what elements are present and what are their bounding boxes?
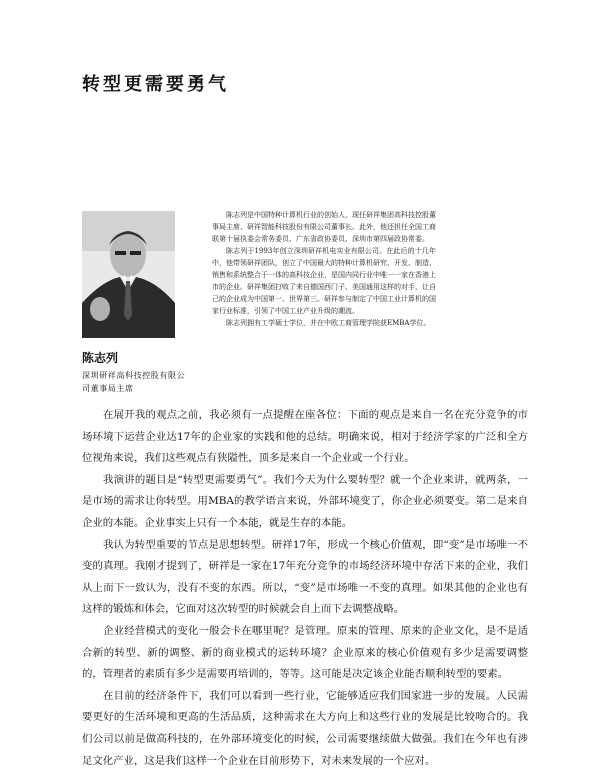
bio-paragraph: 陈志列拥有工学硕士学位，并在中欧工商管理学院获EMBA学位。 (226, 319, 431, 327)
article-title: 转型更需要勇气 (82, 74, 229, 95)
person-name: 陈志列 (82, 351, 119, 365)
bio-paragraph: 陈志列于1993年创立深圳研祥机电实业有限公司。在此后的十几年中，他带领研祥团队，创立了中国最大的特种计算机研究、开发、制造、销售和系统整合于一体的高科技企业，是国内同行业中唯一一家在香港上市的企业。研祥集团打败了来自德国西门子、美国通用这样的对手，让自己的企业成为中国第一、世界第三。研祥参与制定了中国工业计算机的国家行业标准，引领了中国工业产业升级的潮流。 (212, 247, 436, 315)
author-portrait-image (82, 211, 175, 338)
author-photo (82, 211, 175, 338)
body-paragraph: 在展开我的观点之前，我必须有一点提醒在座各位：下面的观点是来自一名在充分竞争的市场环境下运营企业达17年的企业家的实践和他的总结。明确来说，相对于经济学家的广泛和全方位视角来说，我们这些观点有狭隘性，顶多是来自一个企业或一个行业。 (82, 409, 528, 465)
author-bio (212, 209, 436, 329)
body-paragraph: 我演讲的题目是“转型更需要勇气”。我们今天为什么要转型？就一个企业来讲，就两条，一是市场的需求让你转型。用MBA的教学语言来说，外部环境变了，你企业必须要变。第二是来自企业的本能。企业事实上只有一个本能，就是生存的本能。 (82, 473, 528, 529)
bio-paragraph: 陈志列是中国特种计算机行业的创始人，现任研祥集团高科技控股董事局主席、研祥智能科技股份有限公司董事长。此外，他还担任全国工商联第十届执委会常务委员、广东省政协委员、深圳市第四届政协常委。 (212, 211, 436, 243)
person-title: 深圳研祥高科技控股有限公司董事局主席 (82, 371, 186, 393)
body-paragraph: 企业经营模式的变化一般会卡在哪里呢？是管理。原来的管理、原来的企业文化，是不是适合新的转型、新的调整、新的商业模式的运转环境？企业原来的核心价值观有多少是需要调整的，管理者的素质有多少是需要再培训的，等等。这可能是决定该企业能否顺利转型的要素。 (82, 624, 528, 681)
body-paragraph: 我认为转型重要的节点是思想转型。研祥17年，形成一个核心价值观，即“变”是市场唯一不变的真理。我刚才提到了，研祥是一家在17年充分竞争的市场经济环境中存活下来的企业，我们从上而下一致认为，没有不变的东西。所以，“变”是市场唯一不变的真理。如果其他的企业也有这样的锻炼和体会，它面对这次转型的时候就会自上而下去调整战略。 (82, 538, 528, 616)
body-paragraph: 在目前的经济条件下，我们可以看到一些行业，它能够适应我们国家进一步的发展。人民需要更好的生活环境和更高的生活品质，这种需求在大方向上和这些行业的发展是比较吻合的。我们公司以前是做高科技的，在外部环境变化的时候，公司需要继续做大做强。我们在今年也有涉足文化产业，这是我们这样一个企业在目前形势下，对未来发展的一个应对。 (82, 689, 528, 767)
article-body (82, 405, 528, 772)
